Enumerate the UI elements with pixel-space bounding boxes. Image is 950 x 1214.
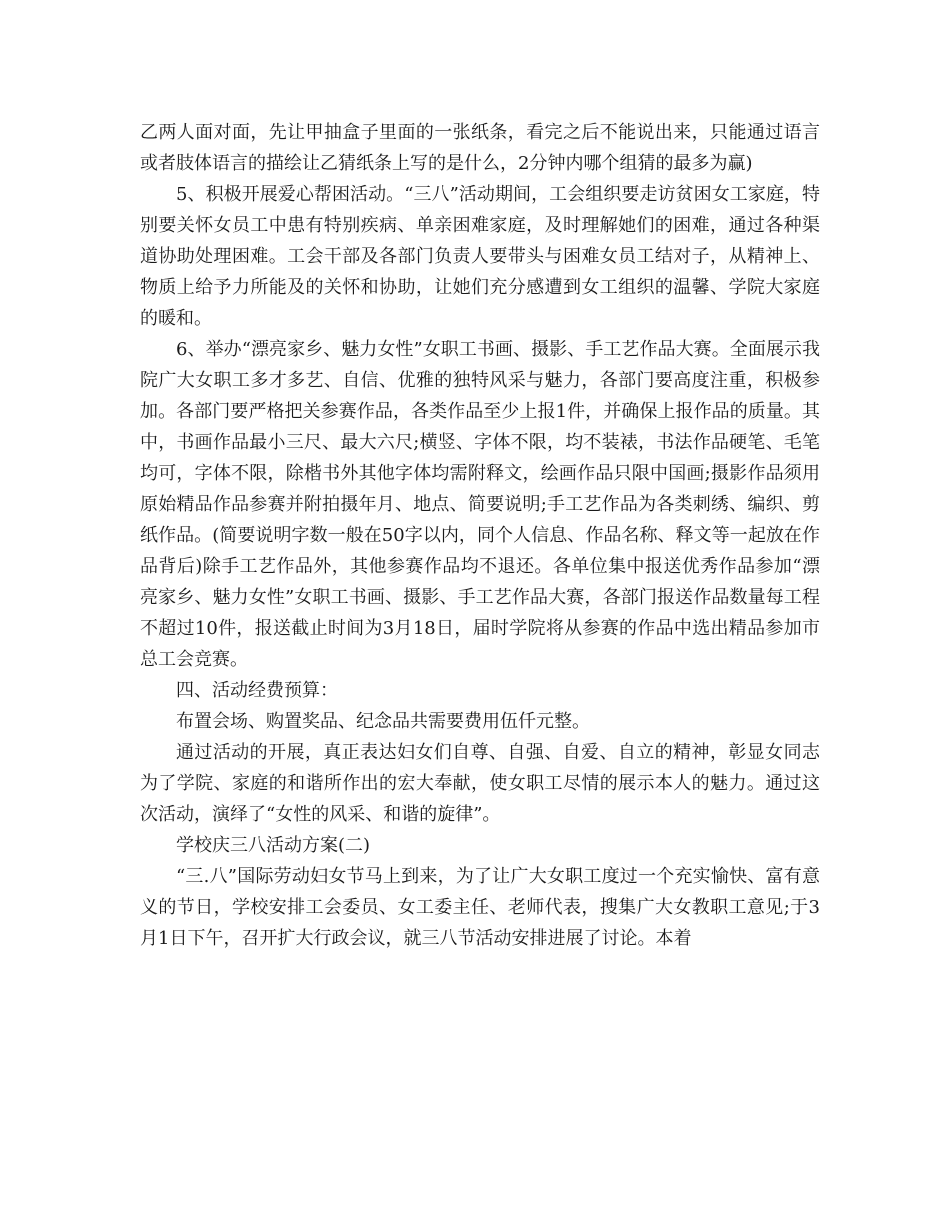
document-body	[140, 117, 820, 954]
paragraph-plan-two-intro: “三.八”国际劳动妇女节马上到来，为了让广大女职工度过一个充实愉快、富有意义的节日，学校安排工会委员、女工委主任、老师代表，搜集广大女教职工意见;于3月1日下午，召开扩大行政会议，就三八节活动安排进展了讨论。本着	[140, 866, 820, 949]
paragraph-budget: 布置会场、购置奖品、纪念品共需要费用伍仟元整。	[176, 711, 590, 732]
section-title-plan-two: 学校庆三八活动方案(二)	[176, 835, 371, 856]
paragraph-item-6: 6、举办“漂亮家乡、魅力女性”女职工书画、摄影、手工艺作品大赛。全面展示我院广大女职工多才多艺、自信、优雅的独特风采与魅力，各部门要高度注重，积极参加。各部门要严格把关参赛作品，各类作品至少上报1件，并确保上报作品的质量。其中，书画作品最小三尺、最大六尺;横竖、字体不限，均不装裱，书法作品硬笔、毛笔均可，字体不限，除楷书外其他字体均需附释文，绘画作品只限中国画;摄影作品须用原始精品作品参赛并附拍摄年月、地点、简要说明;手工艺作品为各类刺绣、编织、剪纸作品。(简要说明字数一般在50字以内，同个人信息、作品名称、释文等一起放在作品背后)除手工艺作品外，其他参赛作品均不退还。各单位集中报送优秀作品参加“漂亮家乡、魅力女性”女职工书画、摄影、手工艺作品大赛，各部门报送作品数量每工程不超过10件，报送截止时间为3月18日，届时学院将从参赛的作品中选出精品参加市总工会竞赛。	[140, 339, 820, 670]
paragraph-continuation: 乙两人面对面，先让甲抽盒子里面的一张纸条，看完之后不能说出来，只能通过语言或者肢体语言的描绘让乙猜纸条上写的是什么，2分钟内哪个组猜的最多为赢)	[140, 122, 820, 174]
paragraph-item-5: 5、积极开展爱心帮困活动。“三八”活动期间，工会组织要走访贫困女工家庭，特别要关怀女员工中患有特别疾病、单亲困难家庭，及时理解她们的困难，通过各种渠道协助处理困难。工会干部及各部门负责人要带头与困难女员工结对子，从精神上、物质上给予力所能及的关怀和协助，让她们充分感遭到女工组织的温馨、学院大家庭的暖和。	[140, 184, 820, 329]
paragraph-summary: 通过活动的开展，真正表达妇女们自尊、自强、自爱、自立的精神，彰显女同志为了学院、家庭的和谐所作出的宏大奉献，使女职工尽情的展示本人的魅力。通过这次活动，演绎了“女性的风采、和谐的旋律”。	[140, 742, 820, 825]
section-heading-budget: 四、活动经费预算：	[176, 680, 338, 701]
